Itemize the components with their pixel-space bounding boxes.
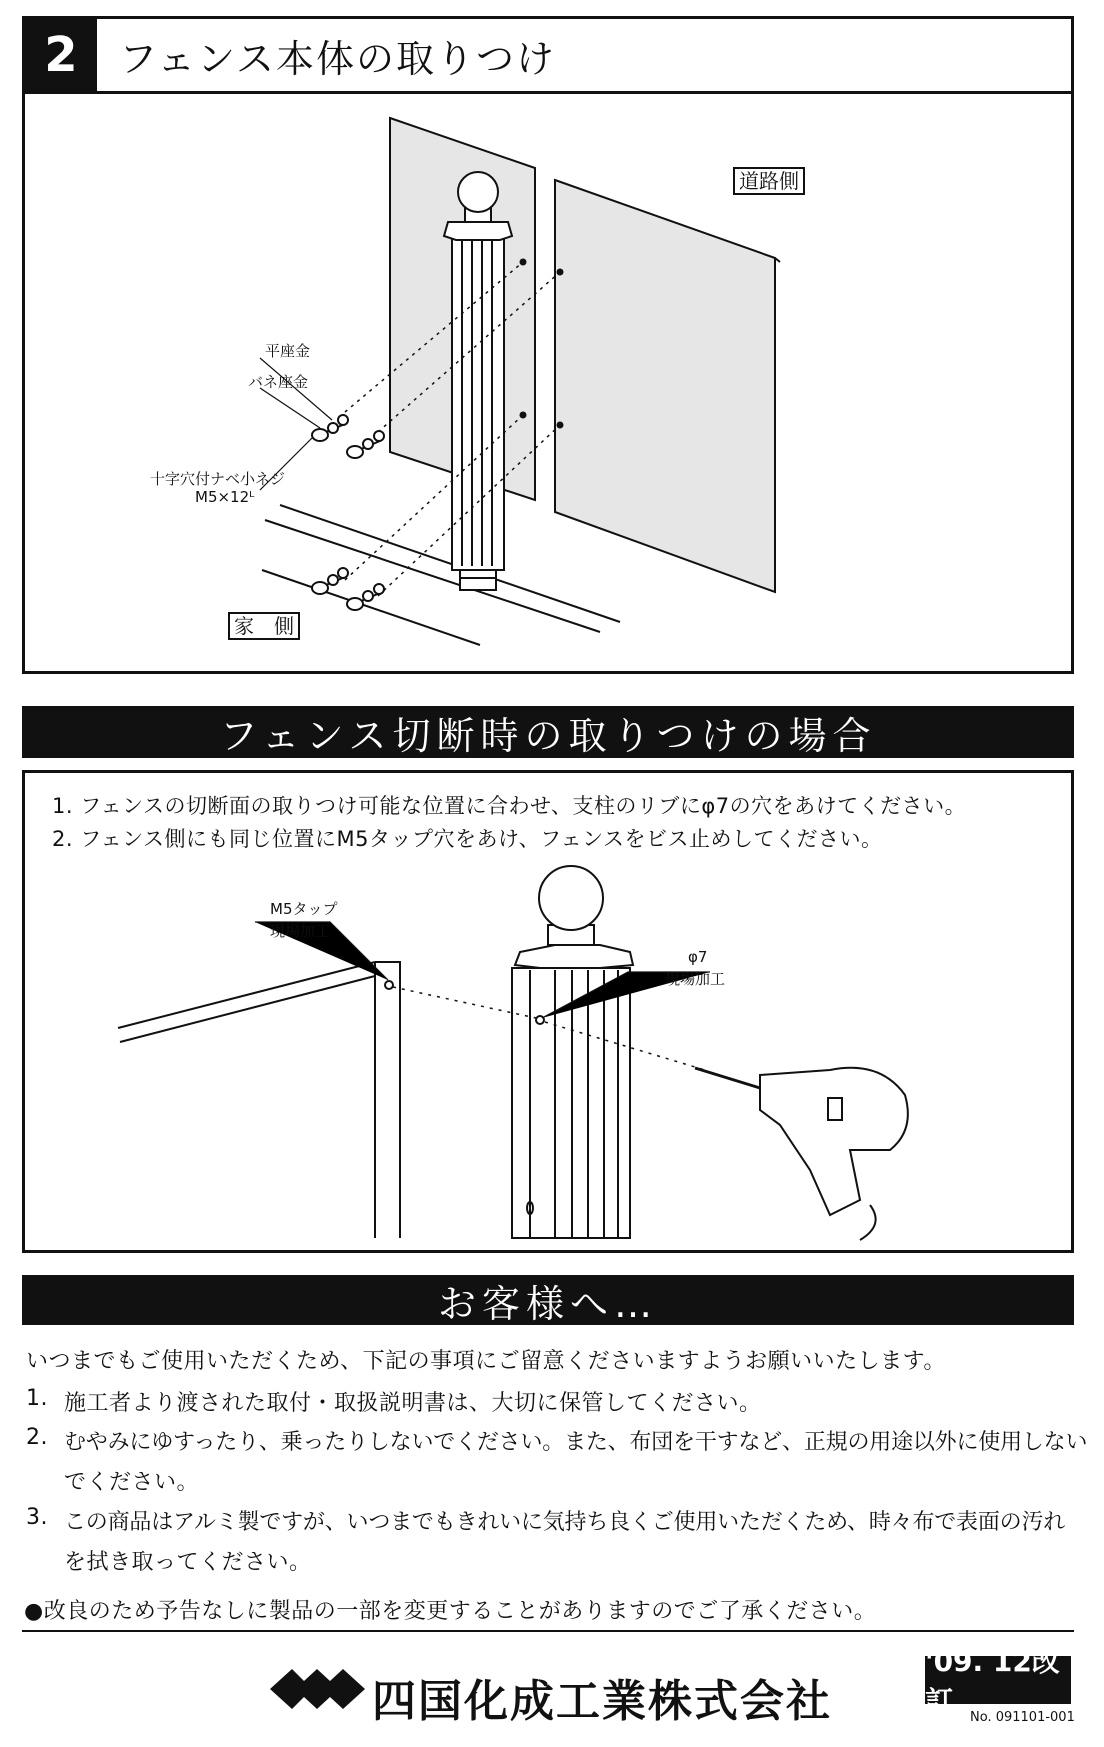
phi7-field-work-label: 現場加工 <box>665 970 726 988</box>
phi7-label: φ7 <box>688 948 708 966</box>
customers-title-bar: お客様へ… <box>22 1275 1074 1325</box>
item-3-number: 3. <box>26 1505 48 1530</box>
spring-washer-label: バネ座金 <box>248 373 309 391</box>
item-2-number: 2. <box>26 1425 48 1450</box>
screw-size-label: M5×12ᴸ <box>195 488 255 506</box>
item-3-text-line2: を拭き取ってください。 <box>64 1550 312 1575</box>
instruction-2: 2. フェンス側にも同じ位置にM5タップ穴をあけ、フェンスをビス止めしてください。 <box>52 827 883 851</box>
item-2-text-line1: むやみにゆすったり、乗ったりしないでください。また、布団を干すなど、正規の用途以外に使用しない <box>64 1430 1088 1455</box>
step-number: 2 <box>25 19 97 91</box>
m5-field-work-label: 現場加工 <box>270 922 331 940</box>
company-logo-icon <box>270 1665 365 1713</box>
customers-intro: いつまでもご使用いただくため、下記の事項にご留意くださいますようお願いいたします。 <box>26 1349 946 1374</box>
cut-install-title-bar: フェンス切断時の取りつけの場合 <box>22 706 1074 758</box>
item-1-text: 施工者より渡された取付・取扱説明書は、大切に保管してください。 <box>64 1391 762 1416</box>
footer-divider <box>22 1630 1074 1632</box>
house-side-label: 家 側 <box>228 612 300 640</box>
step-title: フェンス本体の取りつけ <box>119 36 556 81</box>
flat-washer-label: 平座金 <box>265 342 311 360</box>
revision-badge: '09. 12改訂 <box>925 1656 1071 1704</box>
item-2-text-line2: でください。 <box>64 1470 200 1495</box>
company-name: 四国化成工業株式会社 <box>372 1676 832 1727</box>
instruction-1: 1. フェンスの切断面の取りつけ可能な位置に合わせ、支柱のリブにφ7の穴をあけてください。 <box>52 794 967 818</box>
road-side-label: 道路側 <box>733 167 805 195</box>
item-3-text-line1: この商品はアルミ製ですが、いつまでもきれいに気持ち良くご使用いただくため、時々布で表面の汚れ <box>64 1510 1066 1535</box>
change-notice: ●改良のため予告なしに製品の一部を変更することがありますのでご了承ください。 <box>24 1599 877 1624</box>
screw-name-label: 十字穴付ナベ小ネジ <box>150 470 286 488</box>
m5-tap-label: M5タップ <box>270 900 338 918</box>
document-number: No. 091101-001 <box>970 1710 1075 1725</box>
item-1-number: 1. <box>26 1386 48 1411</box>
